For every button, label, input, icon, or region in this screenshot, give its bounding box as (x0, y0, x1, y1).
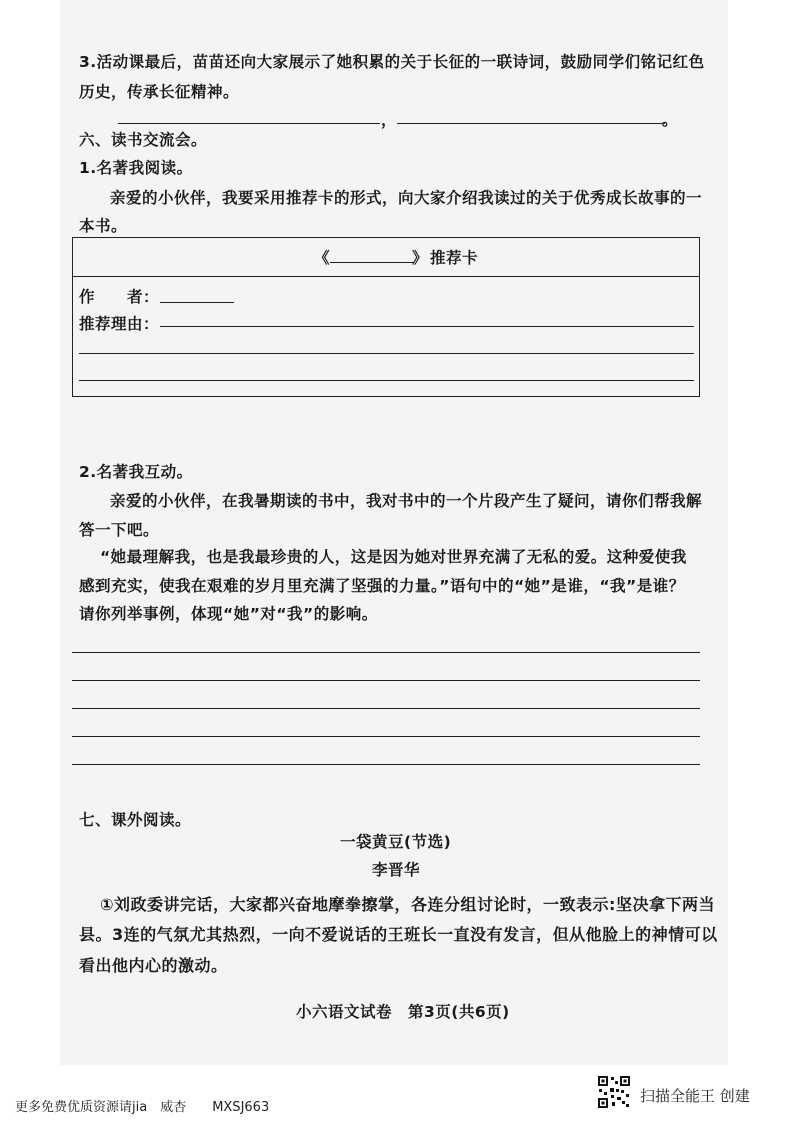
answer-line-q3-a[interactable] (118, 123, 380, 124)
watermark-left: 更多免费优质资源请jia 威杏 MXSJ663 (15, 1100, 270, 1115)
card-title: 推荐卡 (430, 249, 479, 267)
section6-heading: 六、读书交流会。 (79, 131, 208, 149)
article-para1-line2: 县。3连的气氛尤其热烈，一向不爱说话的王班长一直没有发言，但从他脸上的神情可以 (79, 925, 718, 944)
quote-line3: 请你列举事例，体现“她”对“我”的影响。 (79, 605, 378, 623)
answer-line-1[interactable] (72, 652, 700, 653)
quote-line1: “她最理解我，也是我最珍贵的人，这是因为她对世界充满了无私的爱。这种爱使我 (100, 548, 687, 566)
q3-period: 。 (662, 111, 679, 129)
q3-line1: 3.活动课最后，苗苗还向大家展示了她积累的关于长征的一联诗词，鼓励同学们铭记红色 (79, 53, 705, 71)
section6-sub2: 2.名著我互动。 (79, 463, 193, 481)
q3-line2: 历史，传承长征精神。 (79, 83, 240, 101)
section6-p2-line1: 亲爱的小伙伴，在我暑期读的书中，我对书中的一个片段产生了疑问，请你们帮我解 (110, 492, 703, 510)
reason-line-3[interactable] (79, 380, 694, 381)
answer-line-5[interactable] (72, 764, 700, 765)
answer-line-3[interactable] (72, 708, 700, 709)
book-title-blank[interactable] (330, 262, 414, 263)
reason-line-1[interactable] (160, 326, 694, 327)
section6-intro-line1: 亲爱的小伙伴，我要采用推荐卡的形式，向大家介绍我读过的关于优秀成长故事的一 (110, 189, 703, 207)
article-para1-line1: ①刘政委讲完话，大家都兴奋地摩拳擦掌，各连分组讨论时，一致表示:坚决拿下两当 (100, 895, 715, 914)
reason-line-2[interactable] (79, 353, 694, 354)
section6-sub1: 1.名著我阅读。 (79, 159, 193, 177)
watermark-right: 扫描全能王 创建 (640, 1087, 750, 1105)
quote-line2: 感到充实，使我在艰难的岁月里充满了坚强的力量。”语句中的“她”是谁，“我”是谁？ (79, 577, 685, 595)
article-author: 李晋华 (372, 861, 421, 879)
q3-comma: ， (381, 111, 398, 129)
answer-line-4[interactable] (72, 736, 700, 737)
section6-p2-line2: 答一下吧。 (79, 521, 160, 539)
page-footer: 小六语文试卷 第3页(共6页) (296, 1003, 510, 1021)
section6-intro-line2: 本书。 (79, 217, 128, 235)
article-title: 一袋黄豆(节选) (340, 833, 452, 851)
qr-code-icon (597, 1075, 631, 1109)
card-divider (73, 276, 699, 277)
answer-line-2[interactable] (72, 680, 700, 681)
card-reason-label: 推荐理由： (79, 315, 160, 333)
section7-heading: 七、课外阅读。 (79, 811, 192, 829)
card-close-bracket: 》 (412, 249, 429, 267)
recommendation-card (72, 237, 700, 397)
author-blank[interactable] (160, 302, 234, 303)
card-author-label: 作 者： (79, 288, 160, 306)
answer-line-q3-b[interactable] (397, 123, 665, 124)
article-para1-line3: 看出他内心的激动。 (79, 956, 228, 975)
card-open-bracket: 《 (314, 249, 331, 267)
